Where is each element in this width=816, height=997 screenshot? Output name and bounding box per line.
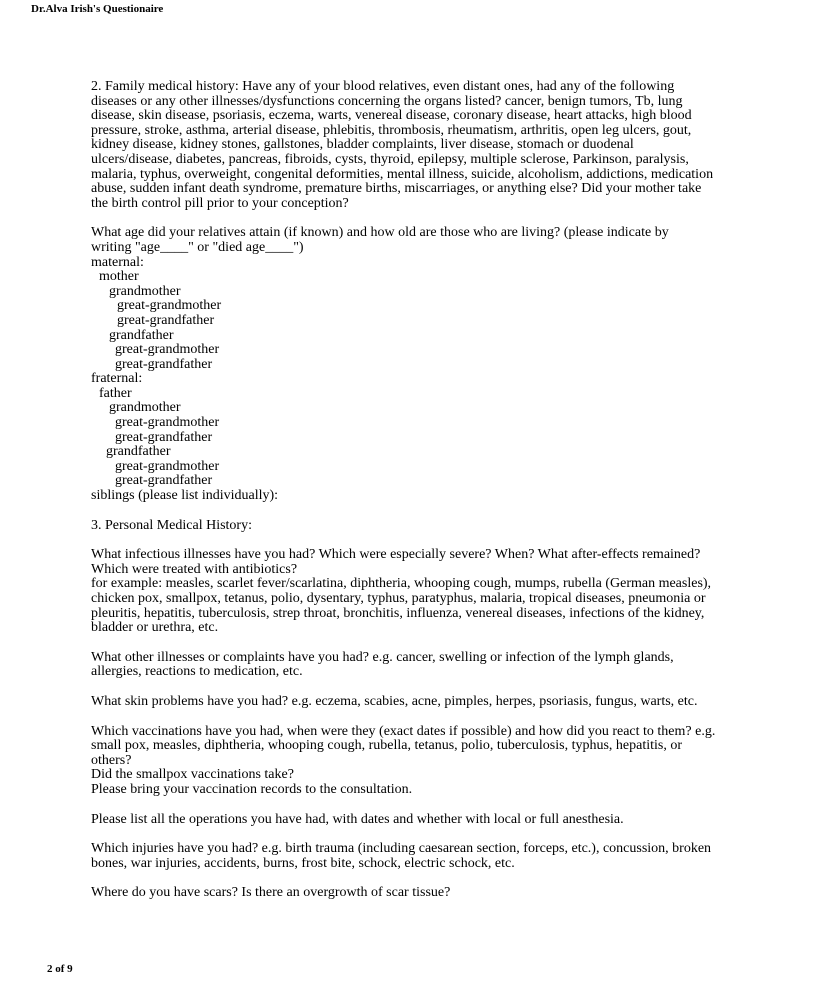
relative-entry: father: [99, 385, 132, 401]
scars-paragraph: Where do you have scars? Is there an overgrowth of scar tissue?: [91, 885, 451, 901]
relative-entry: grandmother: [109, 400, 181, 416]
relatives-age-section: [91, 226, 717, 503]
other-illnesses-paragraph: What other illnesses or complaints have you had? e.g. cancer, swelling or infection of the lymph glands, allergies, reactions to medication, etc.: [91, 649, 674, 680]
injuries-paragraph: Which injuries have you had? e.g. birth trauma (including caesarean section, forceps, etc.), concussion, broken bones, war injuries, accidents, burns, frost bite, schock, electric schock, etc.: [91, 841, 712, 871]
skin-problems-paragraph: What skin problems have you had? e.g. eczema, scabies, acne, pimples, herpes, psoriasis, fungus, warts, etc.: [91, 693, 698, 709]
relatives-age-question-line2: writing "age____" or "died age____"): [91, 239, 304, 255]
relatives-age-question-line1: What age did your relatives attain (if known) and how old are those who are living? (please indicate by: [91, 225, 669, 241]
vaccinations-question: Which vaccinations have you had, when were they (exact dates if possible) and how did you react to them? e.g. small pox, measles, diphtheria, whooping cough, rubella, tetanus, polio, tuberculosis, typhus, hepatitis, or others?: [91, 723, 716, 768]
smallpox-take-question: Did the smallpox vaccinations take?: [91, 767, 294, 783]
operations-paragraph: Please list all the operations you have had, with dates and whether with local or full anesthesia.: [91, 811, 624, 827]
relative-entry: great-grandfather: [115, 356, 213, 372]
questionnaire-content: [91, 80, 717, 916]
relative-entry: grandfather: [109, 327, 174, 343]
relative-entry: great-grandmother: [115, 342, 220, 358]
relative-entry: great-grandfather: [117, 312, 215, 328]
personal-history-heading: 3. Personal Medical History:: [91, 517, 252, 533]
page-number: 2 of 9: [47, 963, 73, 975]
relative-entry: great-grandmother: [115, 415, 220, 431]
relative-entry: siblings (please list individually):: [91, 488, 279, 504]
vaccination-records-note: Please bring your vaccination records to the consultation.: [91, 781, 413, 797]
relative-entry: great-grandfather: [115, 429, 213, 445]
family-history-paragraph: 2. Family medical history: Have any of your blood relatives, even distant ones, had any of the following diseases or any other illnesses/dysfunctions concerning the organs listed? cancer, benign tumors, Tb, lung disease, skin disease, psoriasis, eczema, warts, venereal disease, coronary disease, heart attacks, high blood pressure, stroke, asthma, arterial disease, phlebitis, thrombosis, rheumatism, arthritis, open leg ulcers, gout, kidney disease, kidney stones, gallstones, bladder complaints, liver disease, stomach or duodenal ulcers/disease, diabetes, pancreas, fibroids, cysts, thyroid, epilepsy, multiple sclerose, Parkinson, paralysis, malaria, typhus, overweight, congenital deformities, mental illness, suicide, alcoholism, addictions, medication abuse, sudden infant death syndrome, premature births, miscarriages, or anything else? Did your mother take the birth control pill prior to your conception?: [91, 79, 714, 211]
vaccinations-paragraph: [91, 725, 717, 798]
relatives-tree: [91, 256, 717, 504]
relative-entry: great-grandmother: [117, 298, 222, 314]
relative-entry: fraternal:: [91, 371, 143, 387]
relative-entry: grandmother: [109, 283, 181, 299]
relative-entry: great-grandfather: [115, 473, 213, 489]
infectious-illnesses-paragraph: [91, 548, 717, 636]
infectious-illnesses-question: What infectious illnesses have you had? Which were especially severe? When? What after-effects remained? Which were treated with antibiotics?: [91, 547, 701, 577]
relative-entry: great-grandmother: [115, 458, 220, 474]
relative-entry: maternal:: [91, 254, 144, 270]
infectious-illnesses-examples: for example: measles, scarlet fever/scarlatina, diphtheria, whooping cough, mumps, rubella (German measles), chicken pox, smallpox, tetanus, polio, dysentary, typhus, paratyphus, malaria, tropical diseases, pneumonia or pleuritis, hepatitis, tuberculosis, strep throat, bronchitis, influenza, venereal diseases, infections of the kidney, bladder or urethra, etc.: [91, 576, 712, 636]
document-header-title: Dr.Alva Irish's Questionaire: [31, 3, 164, 15]
relative-entry: mother: [99, 269, 139, 285]
relative-entry: grandfather: [106, 444, 171, 460]
